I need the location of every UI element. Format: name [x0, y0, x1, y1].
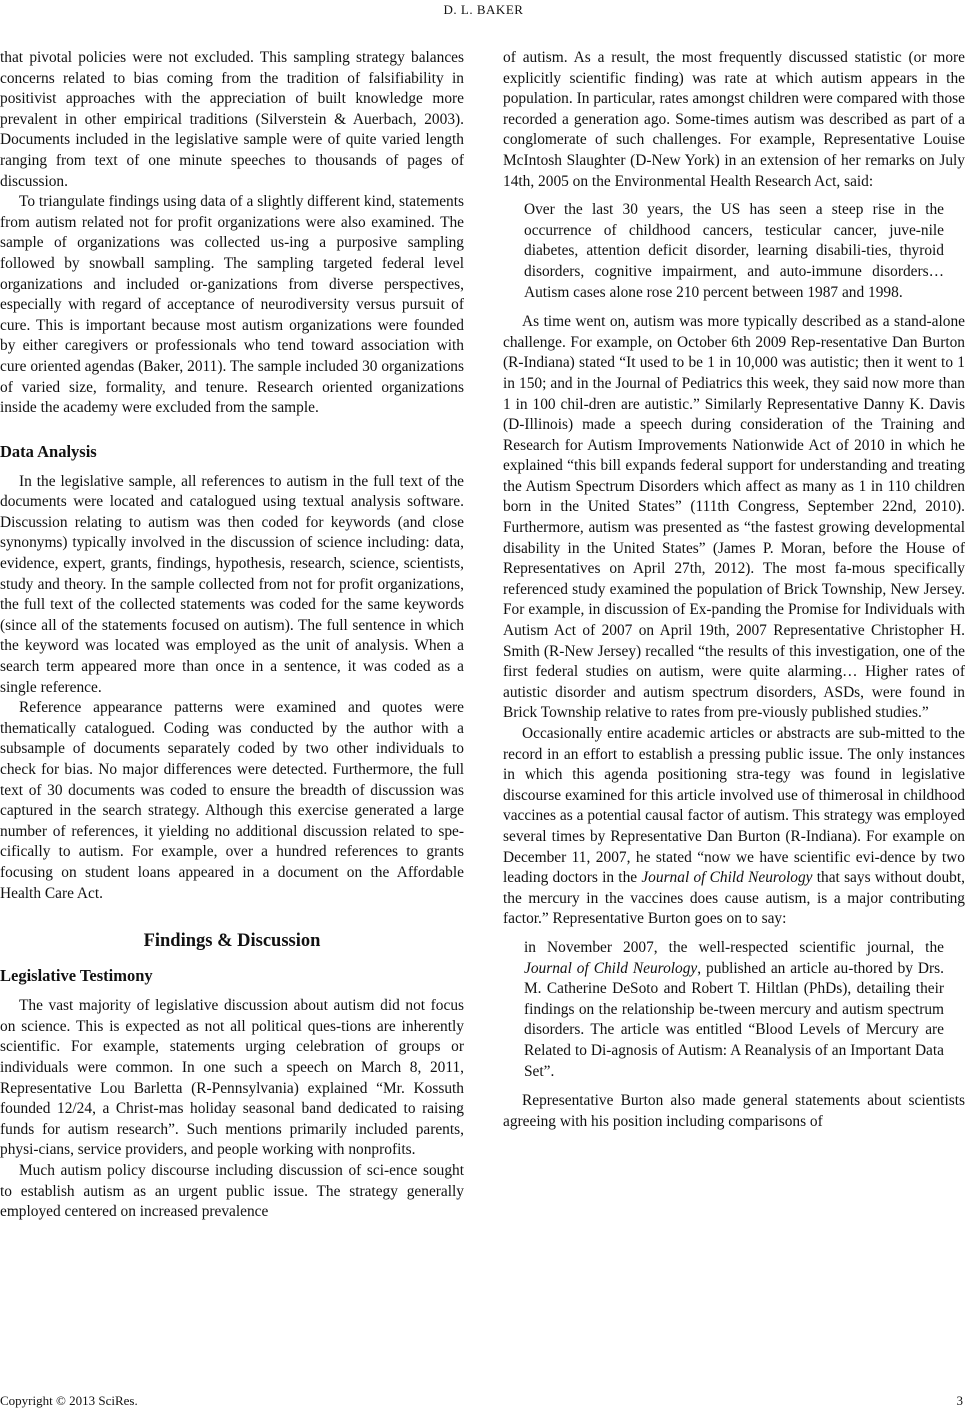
quote-text — [524, 938, 944, 1082]
paragraph: As time went on, autism was more typically described as a stand-alone challenge. For example, on October 6th 2009 Rep-resentative Dan Burton (R-Indiana) stated “It used to be 1 in 10,000 was autistic; then it went to 1 in 150; and in the Journal of Pediatrics this week, they said now more than 1 in 100 chil-dren are autistic.” Similarly Representative Danny K. Davis (D-Illinois) made a speech during consideration of the Training and Research for Autism Improvements Nationwide Act of 2010 in which he explained “this bill expands federal support for understanding and treating the Autism Spectrum Disorders which affect as many as 1 in 110 children born in the United States” (111th Congress, September 22nd, 2010). Furthermore, autism was presented as “the fastest growing developmental disability in the United States” (James P. Moran, before the House of Representatives on April 27th, 2012). The most fa-mous specifically referenced study examined the population of Brick Township, New Jersey. For example, in discussion of Ex-panding the Promise for Individuals with Autism Act of 2007 on April 19th, 2007 Representative Christopher H. Smith (R-New Jersey) recalled “the results of this investigation, one of the first federal studies on autism, were quite alarming… Higher rates of autistic disorder and autism spectrum disorders, ASDs, were found in Brick Township relative to rates from pre-viously published studies.” — [503, 313, 965, 722]
paragraph: Much autism policy discourse including discussion of sci-ence sought to establish autism as an urgent public issue. The strategy generally employed centered on increased prevalence — [0, 1161, 464, 1221]
paragraph — [503, 724, 965, 930]
running-head: D. L. BAKER — [443, 2, 524, 17]
text-run: Occasionally entire academic articles or abstracts are sub-mitted to the record in an effort to establish a pressing public issue. The only instances in which this agenda positioning stra-tegy was found in legislative discourse examined for this article involved use of thimerosal in childhood vaccines as a potential causal factor of autism. This strategy was employed several times by Representative Dan Burton (R-Indiana). For example on December 11, 2007, he stated “now we have scientific evi-dence by two leading doctors in the — [503, 725, 965, 887]
paragraph: Representative Burton also made general statements about scientists agreeing with his position including comparisons of — [503, 1092, 965, 1130]
paragraph: The vast majority of legislative discussion about autism did not focus on science. This is expected as not all political ques-tions are inherently scientific. For example, statements urging celebration of groups or individuals were common. In one such a speech on March 8, 2011, Representative Lou Barletta (R-Pennsylvania) explained “Mr. Kossuth founded 12/24, a Christ-mas holiday seasonal band dedicated to raising funds for autism research”. Such mentions primarily included parents, physi-cians, service providers, and people working with nonprofits. — [0, 997, 464, 1159]
block-quote — [524, 938, 944, 1082]
heading-findings-discussion: Findings & Discussion — [143, 931, 321, 952]
text-run: in November 2007, the well-respected scientific journal, the — [524, 938, 944, 956]
right-column — [503, 48, 965, 1132]
text-run: that says without doubt, the mercury in the vaccines does cause autism, is a major contributing factor.” Representative Burton goes on to say: — [503, 869, 965, 928]
paragraph: Reference appearance patterns were examined and quotes were thematically catalogued. Coding was conducted by the author with a subsample of documents separately coded by two other individuals to check for bias. No major differences were detected. Furthermore, the full text of 30 documents was coded to ensure the breadth of discussion was captured in the search strategy. Although this exercise generated a large number of references, it yielding no additional discussion related to spe-cifically to autism. For example, over a hundred references to grants focusing on student loans appeared in a document on the Affordable Health Care Act. — [0, 699, 464, 902]
heading-data-analysis: Data Analysis — [0, 441, 97, 461]
block-quote — [524, 200, 944, 303]
page-number: 3 — [956, 1393, 963, 1408]
copyright: Copyright © 2013 SciRes. — [0, 1393, 138, 1408]
paragraph: In the legislative sample, all references to autism in the full text of the documents were located and catalogued using textual analysis software. Discussion relating to autism was then coded for keywords (and close synonyms) typically involved in the discussion of science including: data, evidence, expert, grants, findings, hypothesis, research, science, scientists, study and theory. In the sample collected from not for profit organizations, the full text of the collected statements was coded for the same keywords (since all of the statements focused on autism). The full sentence in which the keyword was located was employed as the unit of analysis. When a search term appeared more than once in a sentence, it was coded as a single reference. — [0, 472, 464, 696]
quote-text: Over the last 30 years, the US has seen a steep rise in the occurrence of childhood cancers, testicular cancer, juve-nile diabetes, attention deficit disorder, learning disabili-ties, thyroid disorders, cognitive impairment, and auto-immune disorders…Autism cases alone rose 210 percent between 1987 and 1998. — [524, 201, 944, 301]
heading-legislative-testimony: Legislative Testimony — [0, 966, 153, 986]
paragraph: To triangulate findings using data of a slightly different kind, statements from autism related not for profit organizations were also examined. The sample of organizations was collected us-ing a purposive sampling followed by snowball sampling. The sampling targeted federal level organizations and included or-ganizations from diverse perspectives, especially with regard of acceptance of neurodiversity versus pursuit of cure. This is important because most autism organizations were founded by either caregivers or professionals who tend toward association with cure oriented agendas (Baker, 2011). The sample included 30 organizations of varied size, formality, and tenure. Research oriented organizations inside the academy were excluded from the sample. — [0, 193, 464, 417]
journal-title: Journal of Child Neurology — [524, 959, 698, 977]
paragraph: that pivotal policies were not excluded. This sampling strategy balances concerns related to bias coming from the tradition of falsifiability in positivist approaches with the appreciation of built knowledge more prevalent in other empirical traditions (Silverstein & Auerbach, 2003). Documents included in the legislative sample were of quite varied length ranging from text of one minute speeches to thousands of pages of discussion. — [0, 49, 464, 190]
left-column — [0, 48, 464, 1223]
text-run: , published an article au-thored by Drs. M. Catherine DeSoto and Robert T. Hiltlan (PhDs), detailing their findings on the relationship be-tween mercury and autism spectrum disorders. The article was entitled “Blood Levels of Mercury are Related to Di-agnosis of Autism: A Reanalysis of an Important Data Set”. — [524, 959, 944, 1080]
journal-title: Journal of Child Neurology — [641, 869, 813, 887]
paragraph: of autism. As a result, the most frequently discussed statistic (or more explicitly scientific finding) was rate at which autism appears in the population. In particular, rates amongst children were compared with those recorded a generation ago. Some-times autism was described as part of a conglomerate of such challenges. For example, Representative Louise McIntosh Slaughter (D-New York) in an extension of her remarks on July 14th, 2005 on the Environmental Health Research Act, said: — [503, 49, 965, 190]
